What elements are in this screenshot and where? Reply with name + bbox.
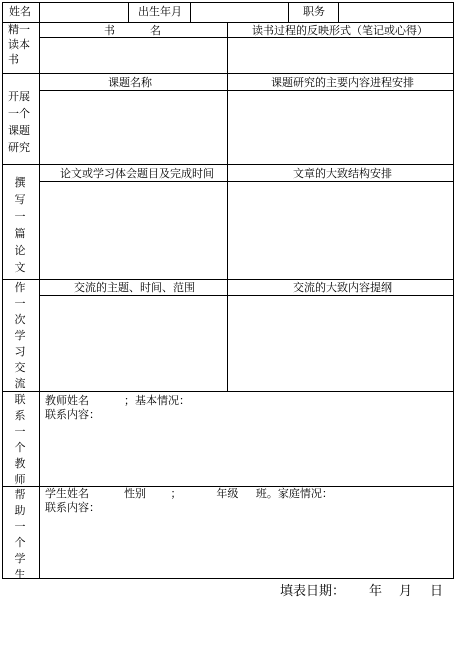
student-content-field[interactable] bbox=[40, 516, 453, 578]
paper-title-field[interactable] bbox=[40, 182, 227, 279]
birth-field[interactable] bbox=[191, 3, 288, 22]
position-label: 职务 bbox=[303, 5, 325, 18]
paper-structure-field[interactable] bbox=[228, 182, 453, 279]
paper-col2-header: 文章的大致结构安排 bbox=[293, 167, 392, 180]
teacher-line1: 教师姓名 ；基本情况： bbox=[45, 394, 190, 407]
exchange-outline-field[interactable] bbox=[228, 296, 453, 391]
student-line1: 学生姓名 性别 ； 年级 班。家庭情况： bbox=[45, 487, 333, 500]
exchange-col2-header: 交流的大致内容提纲 bbox=[293, 281, 392, 294]
exchange-topic-field[interactable] bbox=[40, 296, 227, 391]
read-book-title-field[interactable] bbox=[40, 38, 227, 73]
section-exchange-label: 作一次学习交流 bbox=[14, 281, 26, 390]
section-teacher-label: 联系一个教师 bbox=[14, 393, 26, 486]
teacher-content-field[interactable] bbox=[40, 422, 453, 486]
date-label: 填表日期： bbox=[280, 584, 346, 599]
section-read-label: 精一读本书 bbox=[8, 23, 30, 66]
exchange-col1-header: 交流的主题、时间、范围 bbox=[74, 281, 195, 294]
name-label: 姓名 bbox=[9, 5, 31, 18]
section-paper-label: 撰写一篇论文 bbox=[14, 176, 26, 274]
fill-date bbox=[280, 584, 444, 600]
read-reflection-field[interactable] bbox=[228, 38, 453, 73]
section-research-label: 开展一个课题研究 bbox=[8, 90, 30, 154]
research-col1-header: 课题名称 bbox=[108, 76, 152, 89]
name-field[interactable] bbox=[40, 3, 128, 22]
research-col2-header: 课题研究的主要内容进程安排 bbox=[271, 76, 414, 89]
research-plan-field[interactable] bbox=[228, 91, 453, 164]
date-month: 月 bbox=[399, 584, 413, 599]
read-col2-header: 读书过程的反映形式（笔记或心得） bbox=[252, 24, 428, 37]
date-year: 年 bbox=[369, 584, 383, 599]
student-line2: 联系内容： bbox=[45, 501, 100, 514]
teacher-line2: 联系内容： bbox=[45, 408, 100, 421]
date-day: 日 bbox=[430, 584, 444, 599]
section-student-label: 帮助一个学生 bbox=[14, 488, 26, 581]
read-col1-header: 书 名 bbox=[104, 24, 161, 37]
paper-col1-header: 论文或学习体会题目及完成时间 bbox=[60, 167, 214, 180]
research-topic-field[interactable] bbox=[40, 91, 227, 164]
position-field[interactable] bbox=[339, 3, 453, 22]
birth-label: 出生年月 bbox=[138, 5, 182, 18]
